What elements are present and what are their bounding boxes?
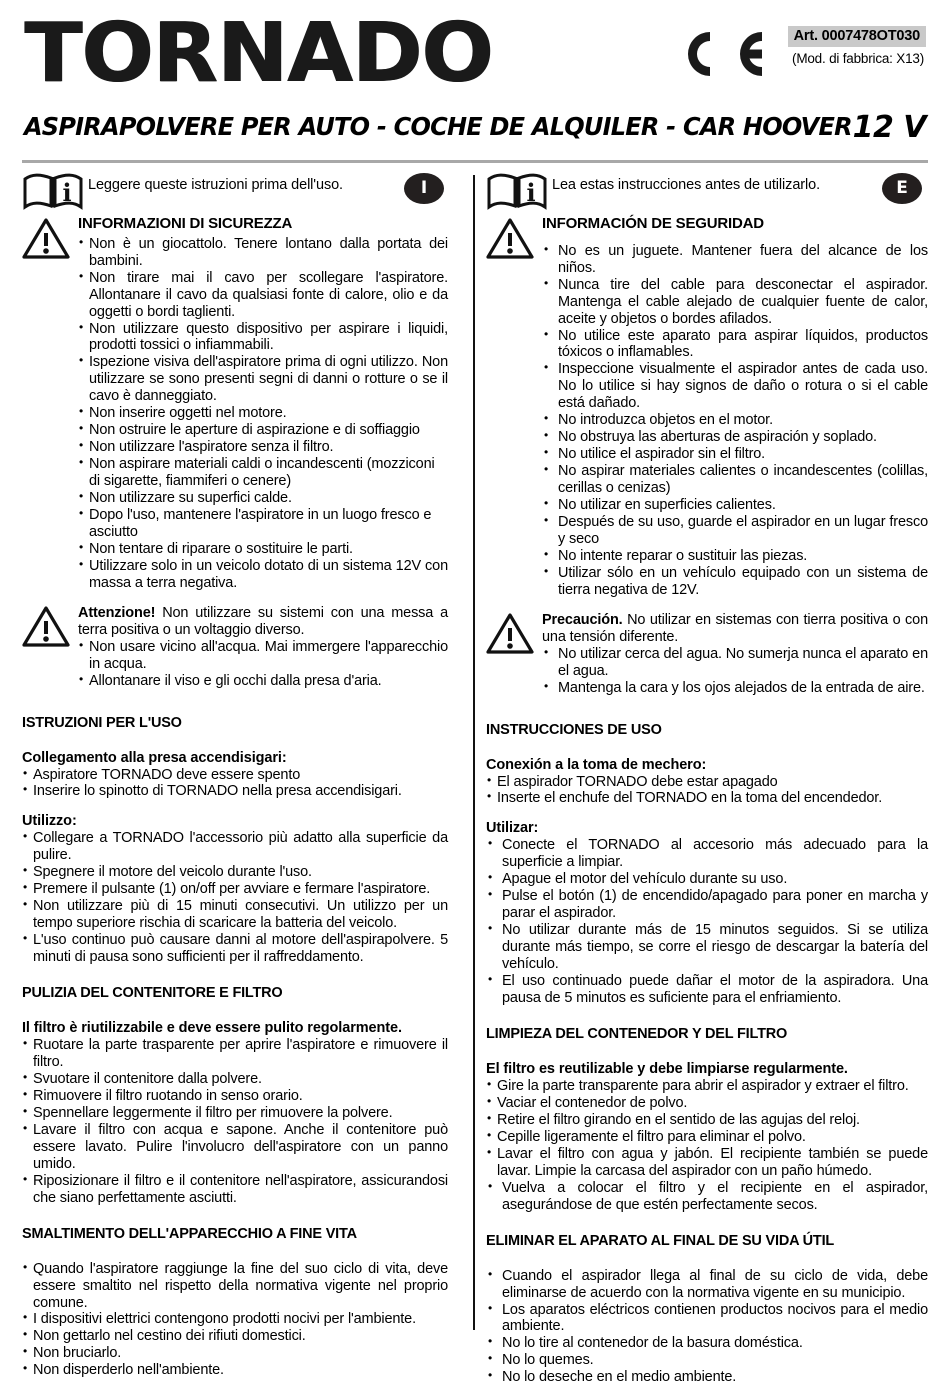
list-item: • No utilice este aparato para aspirar líquidos, productos tóxicos o inflamables. — [542, 328, 928, 362]
list-item: • Quando l'aspiratore raggiunge la fine del suo ciclo di vita, deve essere smaltito nel rispetto della normativa vigente nel proprio comune. — [22, 1261, 448, 1312]
italian-safety-title: INFORMAZIONI DI SICUREZZA — [78, 215, 293, 232]
spanish-connect-head: Conexión a la toma de mechero: — [486, 756, 707, 773]
list-item: • L'uso continuo può causare danni al motore dell'aspirapolvere. 5 minuti di pausa sono sufficienti per il raffreddamento. — [22, 932, 448, 966]
spanish-clean-list — [486, 1078, 928, 1214]
spanish-safety-title: INFORMACIÓN DE SEGURIDAD — [542, 215, 764, 232]
spanish-disposal-list — [486, 1268, 928, 1386]
manual-book-icon — [22, 173, 84, 211]
list-item: • El uso continuado puede dañar el motor de la aspiradora. Una pausa de 5 minutos es suficiente para el enfriamiento. — [486, 973, 928, 1007]
italian-safety-block — [22, 215, 448, 592]
list-item: • Los aparatos eléctricos contienen productos nocivos para el medio ambiente. — [486, 1302, 928, 1336]
warning-triangle-icon — [486, 612, 534, 654]
list-item: • Inspeccione visualmente el aspirador antes de cada uso. No lo utilice si hay signos de daño o rotura o si el cable está dañado. — [542, 361, 928, 412]
spanish-use-list — [486, 837, 928, 1007]
list-item: • Non disperderlo nell'ambiente. — [22, 1362, 448, 1379]
list-item: • Dopo l'uso, mantenere l'aspiratore in un luogo fresco e asciutto — [78, 507, 448, 541]
list-item: • Conecte el TORNADO al accesorio más adecuado para la superficie a limpiar. — [486, 837, 928, 871]
list-item: • No lo deseche en el medio ambiente. — [486, 1369, 928, 1386]
italian-usage-title: ISTRUZIONI PER L'USO — [22, 714, 182, 731]
list-item: • Non bruciarlo. — [22, 1345, 448, 1362]
list-item: • Svuotare il contenitore dalla polvere. — [22, 1071, 448, 1088]
italian-safety-list — [78, 236, 448, 592]
list-item: • Non gettarlo nel cestino dei rifiuti domestici. — [22, 1328, 448, 1345]
italian-caution-block — [22, 605, 448, 690]
list-item: • Spennellare leggermente il filtro per rimuovere la polvere. — [22, 1105, 448, 1122]
voltage-label: 12 V — [852, 110, 926, 145]
list-item: • Non utilizzare su superfici calde. — [78, 490, 448, 507]
warning-triangle-icon — [22, 605, 70, 647]
list-item: • Non ostruire le aperture di aspirazione e di soffiaggio — [78, 422, 448, 439]
list-item: • Lavare il filtro con acqua e sapone. Anche il contenitore può essere lavato. Pulire l'involucro dell'aspiratore con un panno umido. — [22, 1122, 448, 1173]
list-item: • No lo quemes. — [486, 1352, 928, 1369]
list-item: • Inserte el enchufe del TORNADO en la toma del encendedor. — [486, 790, 928, 807]
spanish-safety-block — [486, 215, 928, 599]
warning-triangle-icon — [486, 217, 534, 259]
spanish-column — [462, 173, 928, 1386]
list-item: • Después de su uso, guarde el aspirador en un lugar fresco y seco — [542, 514, 928, 548]
spanish-caution-block — [486, 612, 928, 697]
list-item: • Non aspirare materiali caldi o incandescenti (mozziconi di sigarette, fiammiferi o cenere) — [78, 456, 448, 490]
brand-logo: TORNADO — [24, 4, 493, 101]
list-item: • Non tentare di riparare o sostituire le parti. — [78, 541, 448, 558]
spanish-caution-word: Precaución. — [542, 611, 623, 628]
list-item: • No utilizar en superficies calientes. — [542, 497, 928, 514]
product-subtitle: ASPIRAPOLVERE PER AUTO - COCHE DE ALQUILER - CAR HOOVER — [24, 112, 852, 141]
italian-use-list — [22, 830, 448, 966]
spanish-use-head: Utilizar: — [486, 820, 539, 837]
factory-model: (Mod. di fabbrica: X13) — [792, 51, 924, 66]
spanish-usage-title: INSTRUCCIONES DE USO — [486, 721, 662, 738]
svg-text:i: i — [62, 178, 72, 207]
list-item: • Rimuovere il filtro ruotando in senso orario. — [22, 1088, 448, 1105]
subtitle-row — [22, 112, 928, 152]
svg-text:i: i — [526, 178, 536, 207]
list-item: • Gire la parte transparente para abrir el aspirador y extraer el filtro. — [486, 1078, 928, 1095]
list-item: • Non utilizzare questo dispositivo per aspirare i liquidi, prodotti tossici o infiammabili. — [78, 321, 448, 355]
list-item: • No aspirar materiales calientes o incandescentes (colillas, cerillas o cenizas) — [542, 463, 928, 497]
list-item: • Mantenga la cara y los ojos alejados de la entrada de aire. — [542, 680, 928, 697]
spanish-disposal-title: ELIMINAR EL APARATO AL FINAL DE SU VIDA ÚTIL — [486, 1232, 835, 1249]
italian-caution-word: Attenzione! — [78, 604, 156, 621]
list-item: • Aspiratore TORNADO deve essere spento — [22, 767, 448, 784]
list-item: • Riposizionare il filtro e il contenitore nell'aspiratore, assicurandosi che siano perfettamente asciutti. — [22, 1173, 448, 1207]
list-item: • Vuelva a colocar el filtro y el recipiente en el aspirador, asegurándose de que estén perfectamente secos. — [486, 1180, 928, 1214]
list-item: • El aspirador TORNADO debe estar apagado — [486, 774, 928, 791]
list-item: • Allontanare il viso e gli occhi dalla presa d'aria. — [78, 673, 448, 690]
italian-column — [22, 173, 462, 1386]
list-item: • Non utilizzare più di 15 minuti consecutivi. Un utilizzo per un tempo superiore rischia di scaricare la batteria del veicolo. — [22, 898, 448, 932]
list-item: • Non tirare mai il cavo per scollegare l'aspiratore. Allontanare il cavo da qualsiasi fonte di calore, olio e da oggetti o bordi taglienti. — [78, 270, 448, 321]
list-item: • Lavar el filtro con agua y jabón. El recipiente también se puede lavar. Limpie la carcasa del aspirador con un paño húmedo. — [486, 1146, 928, 1180]
list-item: • No intente reparar o sustituir las piezas. — [542, 548, 928, 565]
spanish-intro-row — [486, 173, 928, 215]
italian-caution-text: Non utilizzare su sistemi con una messa a terra positiva o un voltaggio diverso. — [78, 604, 448, 638]
content-columns — [0, 163, 950, 1386]
italian-disposal-list — [22, 1261, 448, 1380]
italian-disposal-title: SMALTIMENTO DELL'APPARECCHIO A FINE VITA — [22, 1225, 357, 1242]
spanish-clean-head: El filtro es reutilizable y debe limpiarse regularmente. — [486, 1060, 848, 1077]
list-item: • No obstruya las aberturas de aspiración y soplado. — [542, 429, 928, 446]
manual-book-icon — [486, 173, 548, 211]
italian-clean-head: Il filtro è riutilizzabile e deve essere pulito regolarmente. — [22, 1020, 402, 1037]
list-item: • Collegare a TORNADO l'accessorio più adatto alla superficie da pulire. — [22, 830, 448, 864]
spanish-caution-paragraph — [542, 612, 928, 646]
list-item: • Nunca tire del cable para desconectar el aspirador. Mantenga el cable alejado de cualquier fuente de calor, aceite y objetos o bordes afilados. — [542, 277, 928, 328]
list-item: • I dispositivi elettrici contengono prodotti nocivi per l'ambiente. — [22, 1311, 448, 1328]
spanish-caution-text: No utilizar en sistemas con tierra positiva o con una tensión diferente. — [542, 611, 928, 645]
list-item: • No utilizar cerca del agua. No sumerja nunca el aparato en el agua. — [542, 646, 928, 680]
list-item: • Utilizar sólo en un vehículo equipado con un sistema de tierra negativa de 12V. — [542, 565, 928, 599]
list-item: • Apague el motor del vehículo durante su uso. — [486, 871, 928, 888]
list-item: • Retire el filtro girando en el sentido de las agujas del reloj. — [486, 1112, 928, 1129]
italian-caution-list — [78, 639, 448, 690]
list-item: • No introduzca objetos en el motor. — [542, 412, 928, 429]
italian-clean-title: PULIZIA DEL CONTENITORE E FILTRO — [22, 985, 283, 1002]
spanish-intro-text: Lea estas instrucciones antes de utilizarlo. — [552, 177, 821, 193]
list-item: • Inserire lo spinotto di TORNADO nella presa accendisigari. — [22, 783, 448, 800]
list-item: • Pulse el botón (1) de encendido/apagado para poner en marcha y parar el aspirador. — [486, 888, 928, 922]
article-code: Art. 0007478OT030 — [788, 26, 926, 47]
list-item: • Non utilizzare l'aspiratore senza il filtro. — [78, 439, 448, 456]
list-item: • Non usare vicino all'acqua. Mai immergere l'apparecchio in acqua. — [78, 639, 448, 673]
list-item: • Ispezione visiva dell'aspiratore prima di ogni utilizzo. Non utilizzare se sono presenti segni di danni o rotture o se il cavo è danneggiato. — [78, 354, 448, 405]
list-item: • Utilizzare solo in un veicolo dotato di un sistema 12V con massa a terra negativa. — [78, 558, 448, 592]
list-item: • Premere il pulsante (1) on/off per avviare e fermare l'aspiratore. — [22, 881, 448, 898]
list-item: • Spegnere il motore del veicolo durante l'uso. — [22, 864, 448, 881]
list-item: • No lo tire al contenedor de la basura doméstica. — [486, 1335, 928, 1352]
spanish-caution-list — [542, 646, 928, 697]
document-header — [0, 0, 950, 163]
list-item: • Ruotare la parte trasparente per aprire l'aspiratore e rimuovere il filtro. — [22, 1037, 448, 1071]
italian-use-head: Utilizzo: — [22, 813, 77, 830]
warning-triangle-icon — [22, 217, 70, 259]
article-info — [716, 26, 926, 66]
list-item: • Non inserire oggetti nel motore. — [78, 405, 448, 422]
list-item: • No es un juguete. Mantener fuera del alcance de los niños. — [542, 243, 928, 277]
list-item: • Non è un giocattolo. Tenere lontano dalla portata dei bambini. — [78, 236, 448, 270]
italian-intro-text: Leggere queste istruzioni prima dell'uso. — [88, 177, 343, 193]
italian-intro-row — [22, 173, 448, 215]
brand-row — [22, 0, 928, 112]
list-item: • No utilizar durante más de 15 minutos seguidos. Si se utiliza durante más tiempo, se corre el riesgo de descargar la batería del vehículo. — [486, 922, 928, 973]
spanish-connect-list — [486, 774, 928, 808]
spanish-clean-title: LIMPIEZA DEL CONTENEDOR Y DEL FILTRO — [486, 1025, 788, 1042]
list-item: • No utilice el aspirador sin el filtro. — [542, 446, 928, 463]
italian-caution-paragraph — [78, 605, 448, 639]
list-item: • Vaciar el contenedor de polvo. — [486, 1095, 928, 1112]
list-item: • Cuando el aspirador llega al final de su ciclo de vida, debe eliminarse de acuerdo con la normativa vigente en su municipio. — [486, 1268, 928, 1302]
italian-clean-list — [22, 1037, 448, 1207]
italian-connect-head: Collegamento alla presa accendisigari: — [22, 749, 287, 766]
list-item: • Cepille ligeramente el filtro para eliminar el polvo. — [486, 1129, 928, 1146]
language-badge-spanish: E — [882, 173, 922, 204]
language-badge-italian: I — [404, 173, 444, 204]
spanish-safety-list — [542, 243, 928, 599]
italian-connect-list — [22, 767, 448, 801]
